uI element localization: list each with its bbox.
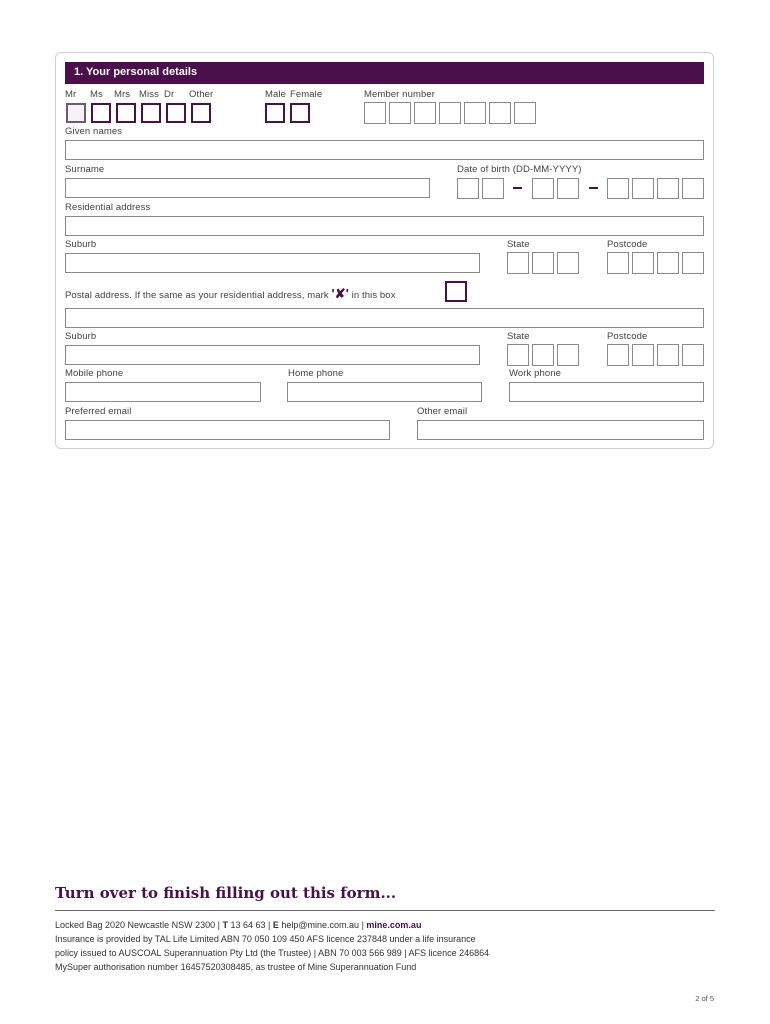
dob-year-digit[interactable] <box>632 178 654 199</box>
surname-label: Surname <box>65 164 105 175</box>
state-char[interactable] <box>532 252 554 274</box>
title-miss-checkbox[interactable] <box>141 103 161 123</box>
member-number-digit[interactable] <box>489 102 511 124</box>
preferred-email-field[interactable] <box>65 420 390 440</box>
gender-male-label: Male <box>265 89 286 100</box>
postal-postcode-digit[interactable] <box>657 344 679 366</box>
postal-suburb-label: Suburb <box>65 331 97 342</box>
title-mrs-label: Mrs <box>114 89 131 100</box>
turn-over-heading: Turn over to finish filling out this form... <box>55 884 397 902</box>
title-dr-label: Dr <box>164 89 175 100</box>
member-number-digit[interactable] <box>439 102 461 124</box>
dob-month-digit[interactable] <box>532 178 554 199</box>
suburb-label: Suburb <box>65 239 97 250</box>
title-dr-checkbox[interactable] <box>166 103 186 123</box>
dob-month-digit[interactable] <box>557 178 579 199</box>
dob-day-digit[interactable] <box>482 178 504 199</box>
member-number-digit[interactable] <box>514 102 536 124</box>
footer-contact-line <box>55 920 421 930</box>
footer-address: Locked Bag 2020 Newcastle NSW 2300 | <box>55 920 220 930</box>
title-other-checkbox[interactable] <box>191 103 211 123</box>
postal-postcode-digit[interactable] <box>607 344 629 366</box>
postcode-label: Postcode <box>607 239 648 250</box>
postal-same-checkbox[interactable] <box>445 281 467 302</box>
suburb-field[interactable] <box>65 253 480 273</box>
postal-state-char[interactable] <box>532 344 554 366</box>
member-number-digit[interactable] <box>414 102 436 124</box>
postal-postcode-digit[interactable] <box>682 344 704 366</box>
footer-divider <box>55 910 715 911</box>
gender-female-label: Female <box>290 89 323 100</box>
footer-e-label: E <box>272 920 279 930</box>
postal-suburb-field[interactable] <box>65 345 480 365</box>
footer-website-link[interactable]: mine.com.au <box>366 920 422 930</box>
cross-mark-icon: '✘' <box>331 286 349 301</box>
mobile-phone-label: Mobile phone <box>65 368 124 379</box>
dob-year-digit[interactable] <box>657 178 679 199</box>
postcode-digit[interactable] <box>632 252 654 274</box>
gender-male-checkbox[interactable] <box>265 103 285 123</box>
work-phone-field[interactable] <box>509 382 704 402</box>
title-mrs-checkbox[interactable] <box>116 103 136 123</box>
footer-phone: 13 64 63 | <box>230 920 271 930</box>
footer-t-label: T <box>222 920 228 930</box>
postcode-digit[interactable] <box>682 252 704 274</box>
surname-field[interactable] <box>65 178 430 198</box>
member-number-digit[interactable] <box>464 102 486 124</box>
dob-separator <box>589 187 598 189</box>
postal-address-text: Postal address. If the same as your residential address, mark <box>65 290 329 301</box>
preferred-email-label: Preferred email <box>65 406 132 417</box>
footer-insurance-line: Insurance is provided by TAL Life Limited ABN 70 050 109 450 AFS licence 237848 under a life insurance <box>55 934 476 944</box>
other-email-label: Other email <box>417 406 468 417</box>
member-number-digit[interactable] <box>389 102 411 124</box>
title-mr-checkbox[interactable] <box>66 103 86 123</box>
postal-postcode-digit[interactable] <box>632 344 654 366</box>
footer-policy-line: policy issued to AUSCOAL Superannuation Pty Ltd (the Trustee) | ABN 70 003 566 989 | AFS licence 246864 <box>55 948 490 958</box>
postal-address-suffix: in this box <box>351 290 396 301</box>
other-email-field[interactable] <box>417 420 704 440</box>
title-miss-label: Miss <box>139 89 159 100</box>
section-title: 1. Your personal details <box>74 66 198 78</box>
postal-postcode-label: Postcode <box>607 331 648 342</box>
member-number-label: Member number <box>364 89 435 100</box>
title-ms-label: Ms <box>90 89 103 100</box>
dob-label: Date of birth (DD-MM-YYYY) <box>457 164 582 175</box>
postal-address-label <box>65 286 396 302</box>
dob-year-digit[interactable] <box>682 178 704 199</box>
title-other-label: Other <box>189 89 214 100</box>
given-names-field[interactable] <box>65 140 704 160</box>
section-header <box>65 62 704 84</box>
member-number-digit[interactable] <box>364 102 386 124</box>
page-number: 2 of 5 <box>695 994 714 1003</box>
title-mr-label: Mr <box>65 89 77 100</box>
mobile-phone-field[interactable] <box>65 382 261 402</box>
state-char[interactable] <box>507 252 529 274</box>
work-phone-label: Work phone <box>509 368 562 379</box>
postal-state-char[interactable] <box>507 344 529 366</box>
dob-day-digit[interactable] <box>457 178 479 199</box>
gender-female-checkbox[interactable] <box>290 103 310 123</box>
residential-address-label: Residential address <box>65 202 151 213</box>
title-ms-checkbox[interactable] <box>91 103 111 123</box>
home-phone-label: Home phone <box>288 368 344 379</box>
dob-separator <box>513 187 522 189</box>
given-names-label: Given names <box>65 126 123 137</box>
postal-address-field[interactable] <box>65 308 704 328</box>
dob-year-digit[interactable] <box>607 178 629 199</box>
residential-address-field[interactable] <box>65 216 704 236</box>
footer-mysuper-line: MySuper authorisation number 16457520308485, as trustee of Mine Superannuation Fund <box>55 962 417 972</box>
postcode-digit[interactable] <box>607 252 629 274</box>
state-char[interactable] <box>557 252 579 274</box>
state-label: State <box>507 239 530 250</box>
home-phone-field[interactable] <box>287 382 482 402</box>
postcode-digit[interactable] <box>657 252 679 274</box>
footer-email[interactable]: help@mine.com.au | <box>281 920 364 930</box>
postal-state-label: State <box>507 331 530 342</box>
postal-state-char[interactable] <box>557 344 579 366</box>
